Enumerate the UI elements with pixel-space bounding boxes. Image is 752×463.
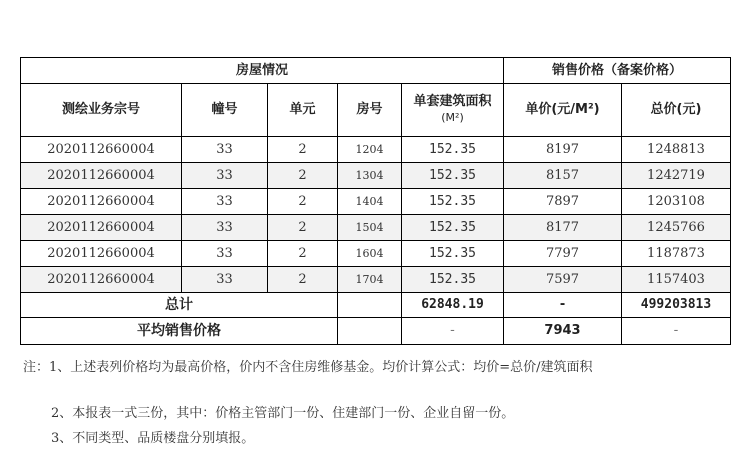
survey-no-cell: 2020112660004	[21, 241, 182, 267]
price-table	[20, 57, 731, 345]
average-room-cell	[338, 318, 402, 345]
room-cell: 1304	[338, 163, 402, 189]
area-header-unit: (M²)	[441, 111, 464, 124]
area-cell: 152.35	[402, 215, 504, 241]
survey-no-header: 测绘业务宗号	[21, 84, 182, 137]
total-price-cell: 1245766	[622, 215, 731, 241]
area-cell: 152.35	[402, 163, 504, 189]
table-row	[21, 189, 731, 215]
table-row	[21, 163, 731, 189]
area-cell: 152.35	[402, 241, 504, 267]
unit-cell: 2	[268, 163, 338, 189]
note-2: 2、本报表一式三份，其中：价格主管部门一份、住建部门一份、企业自留一份。	[51, 406, 515, 421]
area-cell: 152.35	[402, 267, 504, 293]
room-cell: 1704	[338, 267, 402, 293]
total-price-header: 总价(元)	[622, 84, 731, 137]
room-cell: 1204	[338, 137, 402, 163]
total-room-cell	[338, 293, 402, 318]
table-row	[21, 215, 731, 241]
total-price-cell: 1157403	[622, 267, 731, 293]
survey-no-cell: 2020112660004	[21, 137, 182, 163]
survey-no-cell: 2020112660004	[21, 189, 182, 215]
sales-price-header: 销售价格（备案价格）	[504, 58, 731, 84]
building-cell: 33	[182, 189, 268, 215]
room-cell: 1604	[338, 241, 402, 267]
area-header-label: 单套建筑面积	[413, 94, 492, 109]
total-area-cell: 62848.19	[402, 293, 504, 318]
table-row	[21, 137, 731, 163]
area-cell: 152.35	[402, 137, 504, 163]
table-row	[21, 241, 731, 267]
building-header: 幢号	[182, 84, 268, 137]
building-cell: 33	[182, 163, 268, 189]
building-cell: 33	[182, 241, 268, 267]
total-price-cell: 1242719	[622, 163, 731, 189]
unit-price-cell: 7797	[504, 241, 622, 267]
housing-info-header: 房屋情况	[21, 58, 504, 84]
group-header-row	[21, 58, 731, 84]
unit-price-header: 单价(元/M²)	[504, 84, 622, 137]
column-header-row	[21, 84, 731, 137]
building-cell: 33	[182, 267, 268, 293]
room-cell: 1504	[338, 215, 402, 241]
average-unit-price-cell: 7943	[504, 318, 622, 345]
survey-no-cell: 2020112660004	[21, 215, 182, 241]
note-3: 3、不同类型、品质楼盘分别填报。	[51, 431, 255, 446]
room-header: 房号	[338, 84, 402, 137]
average-total-price-cell: -	[622, 318, 731, 345]
total-row	[21, 293, 731, 318]
table-row	[21, 267, 731, 293]
room-cell: 1404	[338, 189, 402, 215]
survey-no-cell: 2020112660004	[21, 163, 182, 189]
average-row	[21, 318, 731, 345]
total-label: 总计	[21, 293, 338, 318]
note-1: 注：1、上述表列价格均为最高价格，价内不含住房维修基金。均价计算公式：均价=总价/建筑面积	[23, 360, 593, 375]
unit-cell: 2	[268, 189, 338, 215]
unit-header: 单元	[268, 84, 338, 137]
unit-cell: 2	[268, 241, 338, 267]
unit-cell: 2	[268, 137, 338, 163]
total-price-cell: 1203108	[622, 189, 731, 215]
average-label: 平均销售价格	[21, 318, 338, 345]
unit-cell: 2	[268, 215, 338, 241]
total-unit-price-cell: -	[504, 293, 622, 318]
area-cell: 152.35	[402, 189, 504, 215]
total-price-cell: 1248813	[622, 137, 731, 163]
total-price-cell: 1187873	[622, 241, 731, 267]
unit-cell: 2	[268, 267, 338, 293]
building-cell: 33	[182, 215, 268, 241]
average-area-cell: -	[402, 318, 504, 345]
survey-no-cell: 2020112660004	[21, 267, 182, 293]
unit-price-cell: 7597	[504, 267, 622, 293]
unit-price-cell: 7897	[504, 189, 622, 215]
unit-price-cell: 8157	[504, 163, 622, 189]
area-header	[402, 84, 504, 137]
building-cell: 33	[182, 137, 268, 163]
unit-price-cell: 8197	[504, 137, 622, 163]
unit-price-cell: 8177	[504, 215, 622, 241]
total-price-cell: 499203813	[622, 293, 731, 318]
